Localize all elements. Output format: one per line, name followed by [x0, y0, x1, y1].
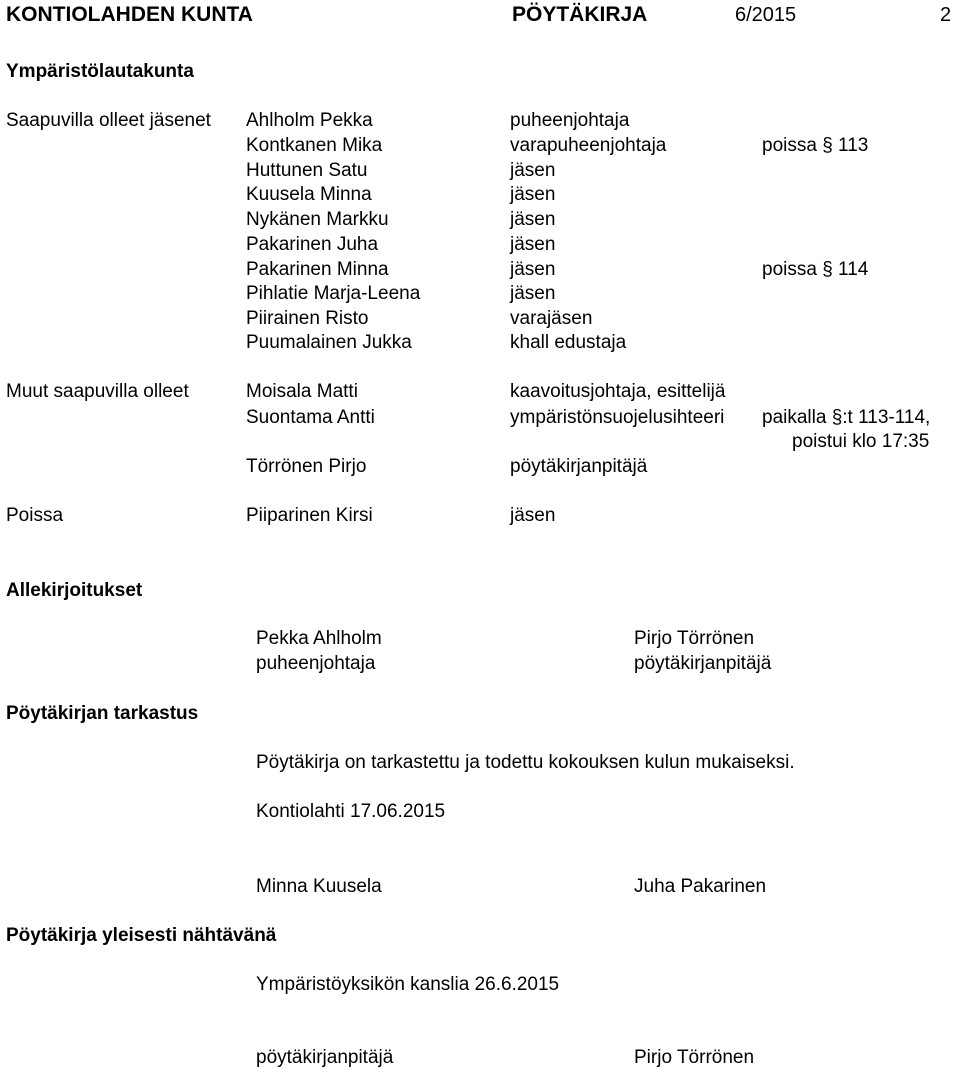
signer-name: Pirjo Törrönen: [634, 628, 755, 649]
member-note: poissa § 114: [762, 259, 869, 280]
public-display-place-date: Ympäristöyksikön kanslia 26.6.2015: [256, 974, 560, 995]
member-role: varajäsen: [510, 308, 593, 329]
absent-label: Poissa: [6, 505, 64, 526]
attendee-note: poistui klo 17:35: [792, 431, 930, 452]
attendee-name: Törrönen Pirjo: [246, 456, 367, 477]
signer-role: pöytäkirjanpitäjä: [634, 653, 772, 674]
member-name: Pakarinen Juha: [246, 234, 379, 255]
member-role: jäsen: [510, 184, 556, 205]
public-display-heading: Pöytäkirja yleisesti nähtävänä: [6, 925, 277, 946]
absent-role: jäsen: [510, 505, 556, 526]
attendee-role: pöytäkirjanpitäjä: [510, 456, 648, 477]
signer-name: Pekka Ahlholm: [256, 628, 382, 649]
review-place-date: Kontiolahti 17.06.2015: [256, 801, 446, 822]
page-number: 2: [940, 4, 952, 26]
municipality-name: KONTIOLAHDEN KUNTA: [6, 3, 253, 26]
member-name: Ahlholm Pekka: [246, 110, 373, 131]
member-name: Pakarinen Minna: [246, 259, 389, 280]
attendee-name: Moisala Matti: [246, 381, 358, 402]
document-type: PÖYTÄKIRJA: [512, 3, 648, 26]
member-name: Puumalainen Jukka: [246, 332, 412, 353]
attendee-role: ympäristönsuojelusihteeri: [510, 407, 725, 428]
attendee-role: kaavoitusjohtaja, esittelijä: [510, 381, 726, 402]
reviewer-name: Minna Kuusela: [256, 876, 382, 897]
member-name: Piirainen Risto: [246, 308, 369, 329]
member-role: jäsen: [510, 283, 556, 304]
member-name: Kuusela Minna: [246, 184, 372, 205]
others-present-label: Muut saapuvilla olleet: [6, 381, 189, 402]
review-heading: Pöytäkirjan tarkastus: [6, 703, 199, 724]
reviewer-name: Juha Pakarinen: [634, 876, 767, 897]
members-present-label: Saapuvilla olleet jäsenet: [6, 110, 211, 131]
member-role: jäsen: [510, 259, 556, 280]
member-name: Nykänen Markku: [246, 209, 389, 230]
public-display-role: pöytäkirjanpitäjä: [256, 1047, 394, 1068]
member-role: jäsen: [510, 160, 556, 181]
member-role: jäsen: [510, 234, 556, 255]
member-role: varapuheenjohtaja: [510, 135, 667, 156]
member-note: poissa § 113: [762, 135, 869, 156]
absent-name: Piiparinen Kirsi: [246, 505, 373, 526]
member-name: Huttunen Satu: [246, 160, 368, 181]
signer-role: puheenjohtaja: [256, 653, 376, 674]
review-statement: Pöytäkirja on tarkastettu ja todettu kokouksen kulun mukaiseksi.: [256, 752, 795, 773]
attendee-note: paikalla §:t 113-114,: [762, 407, 931, 428]
member-name: Pihlatie Marja-Leena: [246, 283, 421, 304]
member-name: Kontkanen Mika: [246, 135, 383, 156]
attendee-name: Suontama Antti: [246, 407, 375, 428]
member-role: jäsen: [510, 209, 556, 230]
member-role: khall edustaja: [510, 332, 627, 353]
signatures-heading: Allekirjoitukset: [6, 580, 143, 601]
public-display-name: Pirjo Törrönen: [634, 1047, 755, 1068]
member-role: puheenjohtaja: [510, 110, 630, 131]
committee-name: Ympäristölautakunta: [6, 61, 194, 82]
document-number: 6/2015: [735, 4, 797, 26]
